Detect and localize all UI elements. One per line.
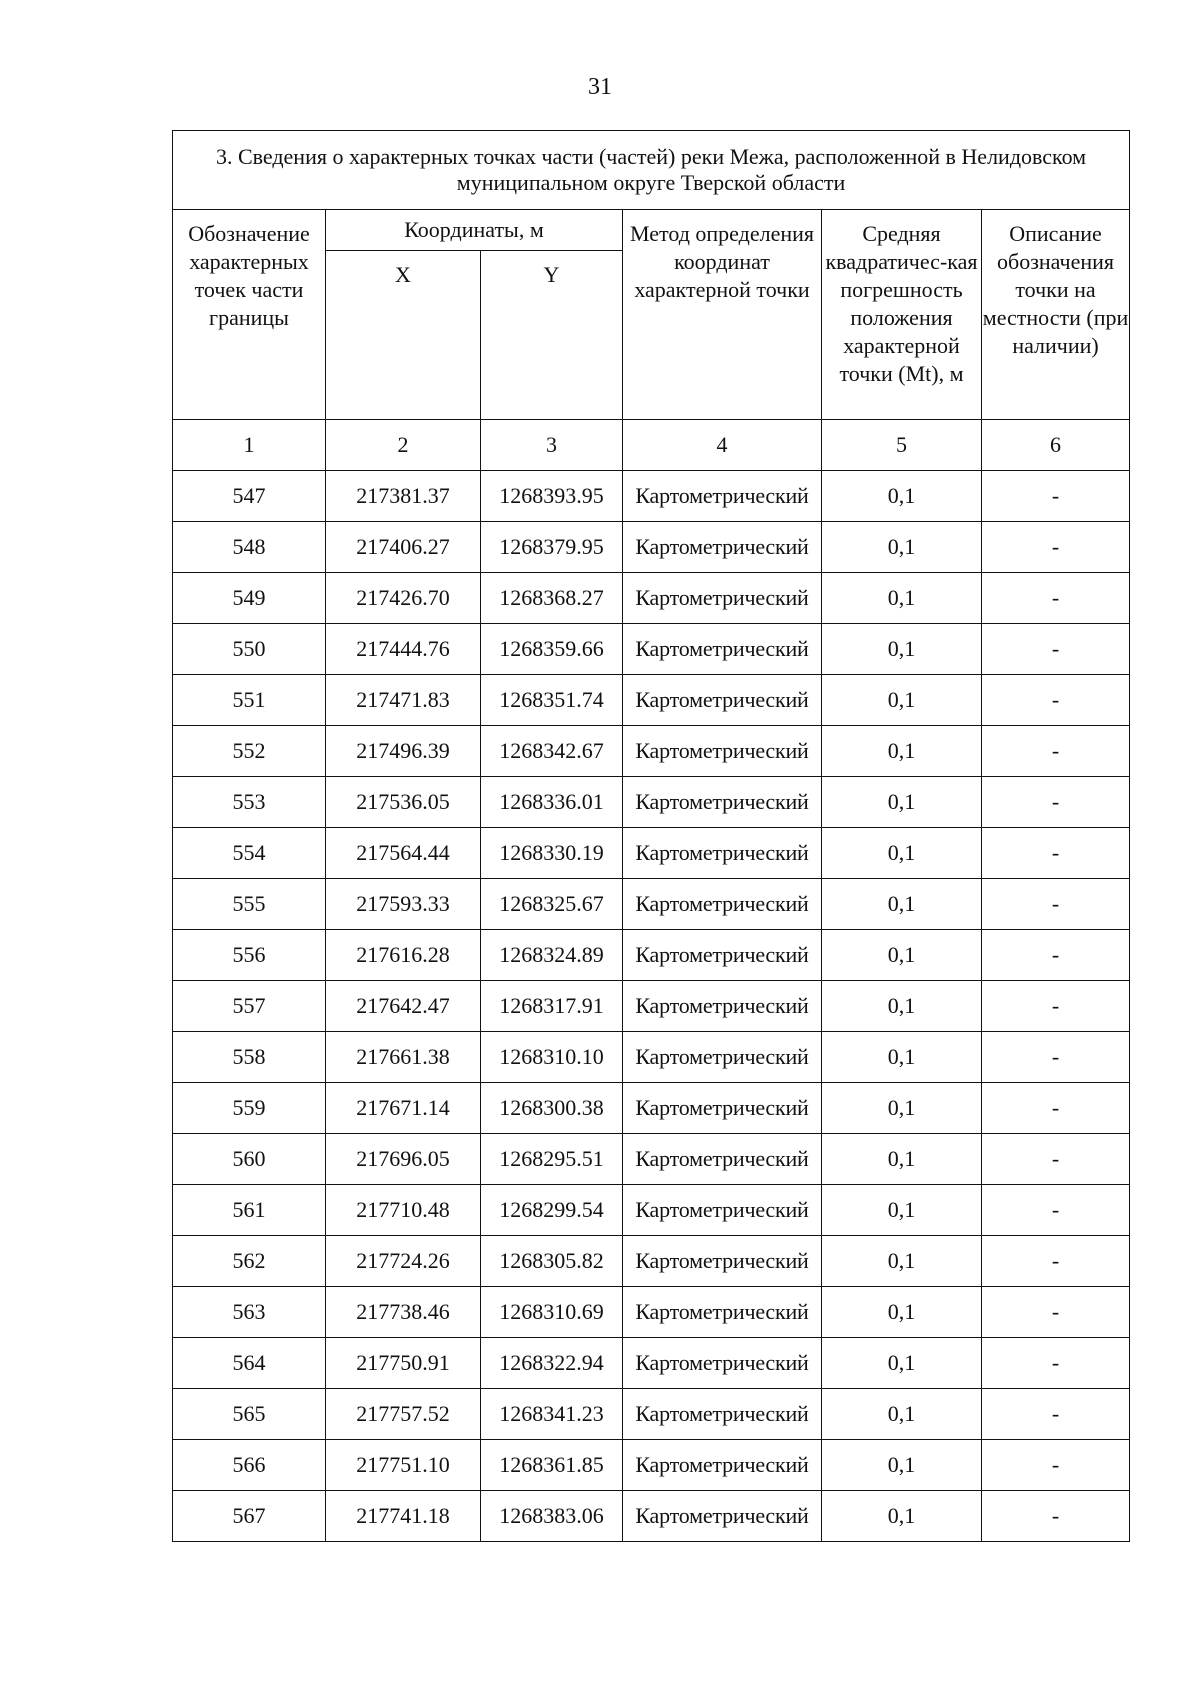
method-cell: Картометрический (623, 1389, 822, 1440)
description-cell: - (982, 1389, 1130, 1440)
point-number-cell: 553 (173, 777, 326, 828)
column-number: 4 (623, 420, 822, 471)
point-number-cell: 564 (173, 1338, 326, 1389)
point-number-cell: 549 (173, 573, 326, 624)
table-row (173, 573, 1130, 624)
table-row (173, 1440, 1130, 1491)
error-cell: 0,1 (822, 1134, 982, 1185)
method-cell: Картометрический (623, 1185, 822, 1236)
method-cell: Картометрический (623, 1440, 822, 1491)
error-cell: 0,1 (822, 1236, 982, 1287)
table-row (173, 1287, 1130, 1338)
x-coordinate-cell: 217750.91 (326, 1338, 481, 1389)
header-description: Описание обозначения точки на местности (при наличии) (982, 210, 1130, 420)
table-row (173, 522, 1130, 573)
method-cell: Картометрический (623, 471, 822, 522)
description-cell: - (982, 1236, 1130, 1287)
method-cell: Картометрический (623, 930, 822, 981)
table-row (173, 624, 1130, 675)
table-row (173, 1236, 1130, 1287)
y-coordinate-cell: 1268336.01 (481, 777, 623, 828)
description-cell: - (982, 471, 1130, 522)
method-cell: Картометрический (623, 1236, 822, 1287)
x-coordinate-cell: 217426.70 (326, 573, 481, 624)
description-cell: - (982, 879, 1130, 930)
error-cell: 0,1 (822, 573, 982, 624)
method-cell: Картометрический (623, 1491, 822, 1542)
point-number-cell: 555 (173, 879, 326, 930)
point-number-cell: 566 (173, 1440, 326, 1491)
x-coordinate-cell: 217536.05 (326, 777, 481, 828)
method-cell: Картометрический (623, 1338, 822, 1389)
table-row (173, 981, 1130, 1032)
x-coordinate-cell: 217616.28 (326, 930, 481, 981)
x-coordinate-cell: 217406.27 (326, 522, 481, 573)
description-cell: - (982, 1287, 1130, 1338)
error-cell: 0,1 (822, 726, 982, 777)
point-number-cell: 559 (173, 1083, 326, 1134)
y-coordinate-cell: 1268310.10 (481, 1032, 623, 1083)
point-number-cell: 547 (173, 471, 326, 522)
point-number-cell: 556 (173, 930, 326, 981)
table-row (173, 1338, 1130, 1389)
page-number: 31 (588, 74, 612, 100)
y-coordinate-cell: 1268361.85 (481, 1440, 623, 1491)
error-cell: 0,1 (822, 1389, 982, 1440)
error-cell: 0,1 (822, 624, 982, 675)
description-cell: - (982, 624, 1130, 675)
method-cell: Картометрический (623, 675, 822, 726)
method-cell: Картометрический (623, 1083, 822, 1134)
error-cell: 0,1 (822, 1287, 982, 1338)
x-coordinate-cell: 217671.14 (326, 1083, 481, 1134)
table-body (173, 471, 1130, 1542)
error-cell: 0,1 (822, 471, 982, 522)
x-coordinate-cell: 217751.10 (326, 1440, 481, 1491)
y-coordinate-cell: 1268324.89 (481, 930, 623, 981)
y-coordinate-cell: 1268322.94 (481, 1338, 623, 1389)
method-cell: Картометрический (623, 726, 822, 777)
description-cell: - (982, 1083, 1130, 1134)
description-cell: - (982, 1491, 1130, 1542)
column-number: 5 (822, 420, 982, 471)
y-coordinate-cell: 1268379.95 (481, 522, 623, 573)
column-number: 2 (326, 420, 481, 471)
y-coordinate-cell: 1268368.27 (481, 573, 623, 624)
x-coordinate-cell: 217724.26 (326, 1236, 481, 1287)
description-cell: - (982, 522, 1130, 573)
method-cell: Картометрический (623, 624, 822, 675)
header-x: X (326, 251, 481, 420)
description-cell: - (982, 1338, 1130, 1389)
method-cell: Картометрический (623, 879, 822, 930)
table-row (173, 879, 1130, 930)
error-cell: 0,1 (822, 675, 982, 726)
point-number-cell: 558 (173, 1032, 326, 1083)
y-coordinate-cell: 1268330.19 (481, 828, 623, 879)
table-row (173, 777, 1130, 828)
error-cell: 0,1 (822, 1032, 982, 1083)
description-cell: - (982, 1440, 1130, 1491)
x-coordinate-cell: 217661.38 (326, 1032, 481, 1083)
column-number: 3 (481, 420, 623, 471)
header-y: Y (481, 251, 623, 420)
table-row (173, 1134, 1130, 1185)
method-cell: Картометрический (623, 828, 822, 879)
point-number-cell: 560 (173, 1134, 326, 1185)
header-method: Метод определения координат характерной точки (623, 210, 822, 420)
method-cell: Картометрический (623, 777, 822, 828)
description-cell: - (982, 981, 1130, 1032)
points-table (172, 130, 1130, 1542)
table-head (173, 131, 1130, 471)
x-coordinate-cell: 217757.52 (326, 1389, 481, 1440)
y-coordinate-cell: 1268305.82 (481, 1236, 623, 1287)
point-number-cell: 561 (173, 1185, 326, 1236)
method-cell: Картометрический (623, 981, 822, 1032)
point-number-cell: 554 (173, 828, 326, 879)
y-coordinate-cell: 1268341.23 (481, 1389, 623, 1440)
header-point-designation: Обозначение характерных точек части границы (173, 210, 326, 420)
method-cell: Картометрический (623, 522, 822, 573)
table-row (173, 1491, 1130, 1542)
description-cell: - (982, 828, 1130, 879)
description-cell: - (982, 777, 1130, 828)
x-coordinate-cell: 217738.46 (326, 1287, 481, 1338)
header-coordinates: Координаты, м (326, 210, 623, 251)
y-coordinate-cell: 1268383.06 (481, 1491, 623, 1542)
table-row (173, 675, 1130, 726)
point-number-cell: 565 (173, 1389, 326, 1440)
error-cell: 0,1 (822, 522, 982, 573)
point-number-cell: 557 (173, 981, 326, 1032)
method-cell: Картометрический (623, 573, 822, 624)
description-cell: - (982, 1032, 1130, 1083)
error-cell: 0,1 (822, 1338, 982, 1389)
description-cell: - (982, 675, 1130, 726)
point-number-cell: 552 (173, 726, 326, 777)
point-number-cell: 550 (173, 624, 326, 675)
y-coordinate-cell: 1268300.38 (481, 1083, 623, 1134)
y-coordinate-cell: 1268393.95 (481, 471, 623, 522)
column-numbers-row (173, 420, 1130, 471)
table-row (173, 930, 1130, 981)
y-coordinate-cell: 1268295.51 (481, 1134, 623, 1185)
table-row (173, 1185, 1130, 1236)
description-cell: - (982, 1134, 1130, 1185)
error-cell: 0,1 (822, 1185, 982, 1236)
method-cell: Картометрический (623, 1287, 822, 1338)
error-cell: 0,1 (822, 1083, 982, 1134)
table-row (173, 726, 1130, 777)
error-cell: 0,1 (822, 1491, 982, 1542)
y-coordinate-cell: 1268317.91 (481, 981, 623, 1032)
x-coordinate-cell: 217741.18 (326, 1491, 481, 1542)
column-number: 6 (982, 420, 1130, 471)
y-coordinate-cell: 1268359.66 (481, 624, 623, 675)
description-cell: - (982, 573, 1130, 624)
y-coordinate-cell: 1268325.67 (481, 879, 623, 930)
x-coordinate-cell: 217496.39 (326, 726, 481, 777)
method-cell: Картометрический (623, 1134, 822, 1185)
y-coordinate-cell: 1268351.74 (481, 675, 623, 726)
table-row (173, 1083, 1130, 1134)
x-coordinate-cell: 217471.83 (326, 675, 481, 726)
error-cell: 0,1 (822, 930, 982, 981)
error-cell: 0,1 (822, 981, 982, 1032)
x-coordinate-cell: 217642.47 (326, 981, 481, 1032)
error-cell: 0,1 (822, 777, 982, 828)
x-coordinate-cell: 217593.33 (326, 879, 481, 930)
description-cell: - (982, 726, 1130, 777)
error-cell: 0,1 (822, 879, 982, 930)
point-number-cell: 548 (173, 522, 326, 573)
description-cell: - (982, 1185, 1130, 1236)
table-row (173, 1389, 1130, 1440)
description-cell: - (982, 930, 1130, 981)
error-cell: 0,1 (822, 1440, 982, 1491)
x-coordinate-cell: 217710.48 (326, 1185, 481, 1236)
column-number: 1 (173, 420, 326, 471)
point-number-cell: 551 (173, 675, 326, 726)
error-cell: 0,1 (822, 828, 982, 879)
y-coordinate-cell: 1268342.67 (481, 726, 623, 777)
y-coordinate-cell: 1268310.69 (481, 1287, 623, 1338)
point-number-cell: 562 (173, 1236, 326, 1287)
x-coordinate-cell: 217381.37 (326, 471, 481, 522)
x-coordinate-cell: 217564.44 (326, 828, 481, 879)
table-row (173, 828, 1130, 879)
x-coordinate-cell: 217696.05 (326, 1134, 481, 1185)
table-title: 3. Сведения о характерных точках части (частей) реки Межа, расположенной в Нелидовском муниципальном округе Тверской области (173, 131, 1130, 210)
point-number-cell: 567 (173, 1491, 326, 1542)
header-error: Средняя квадратичес-кая погрешность положения характерной точки (Mt), м (822, 210, 982, 420)
method-cell: Картометрический (623, 1032, 822, 1083)
table-row (173, 471, 1130, 522)
point-number-cell: 563 (173, 1287, 326, 1338)
table-row (173, 1032, 1130, 1083)
y-coordinate-cell: 1268299.54 (481, 1185, 623, 1236)
x-coordinate-cell: 217444.76 (326, 624, 481, 675)
